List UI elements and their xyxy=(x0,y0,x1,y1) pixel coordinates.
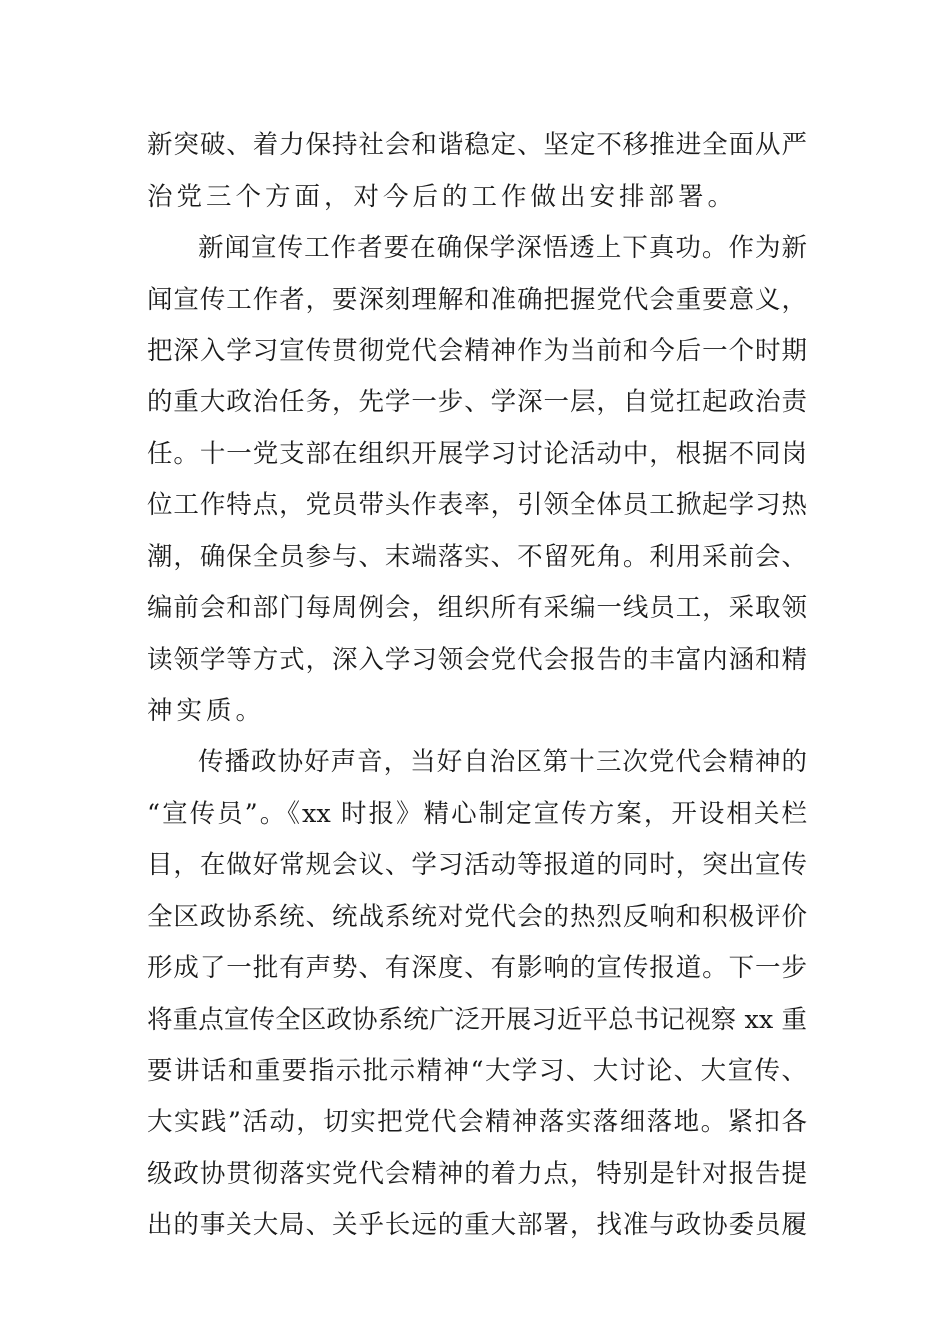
text-line: 治党三个方面，对今后的工作做出安排部署。 xyxy=(147,182,738,212)
text-line: 任。十一党支部在组织开展学习讨论活动中，根据不同岗 xyxy=(147,439,807,469)
text-line: 全区政协系统、统战系统对党代会的热烈反响和积极评价 xyxy=(147,902,807,932)
text-line: 出的事关大局、关乎长远的重大部署，找准与政协委员履 xyxy=(147,1210,807,1240)
text-line: 读领学等方式，深入学习领会党代会报告的丰富内涵和精 xyxy=(147,645,807,675)
text-line: 新突破、着力保持社会和谐稳定、坚定不移推进全面从严 xyxy=(147,130,807,160)
text-line: 级政协贯彻落实党代会精神的着力点，特别是针对报告提 xyxy=(147,1159,807,1189)
paragraph-first-line: 新闻宣传工作者要在确保学深悟透上下真功。作为新 xyxy=(198,233,807,263)
text-line: 闻宣传工作者，要深刻理解和准确把握党代会重要意义， xyxy=(147,285,807,315)
text-line: 大实践”活动，切实把党代会精神落实落细落地。紧扣各 xyxy=(147,1107,807,1137)
text-line: 要讲话和重要指示批示精神“大学习、大讨论、大宣传、 xyxy=(147,1056,807,1086)
text-line: 形成了一批有声势、有深度、有影响的宣传报道。下一步 xyxy=(147,953,807,983)
text-line: 将重点宣传全区政协系统广泛开展习近平总书记视察 xx 重 xyxy=(147,1005,807,1035)
text-line: “宣传员”。《xx 时报》精心制定宣传方案，开设相关栏 xyxy=(147,799,807,829)
text-line: 神实质。 xyxy=(147,696,266,726)
text-line: 目，在做好常规会议、学习活动等报道的同时，突出宣传 xyxy=(147,850,807,880)
text-line: 把深入学习宣传贯彻党代会精神作为当前和今后一个时期 xyxy=(147,336,807,366)
text-line: 潮，确保全员参与、末端落实、不留死角。利用采前会、 xyxy=(147,542,807,572)
text-line: 编前会和部门每周例会，组织所有采编一线员工，采取领 xyxy=(147,593,807,623)
text-line: 的重大政治任务，先学一步、学深一层，自觉扛起政治责 xyxy=(147,387,807,417)
paragraph-first-line: 传播政协好声音，当好自治区第十三次党代会精神的 xyxy=(198,747,807,777)
text-line: 位工作特点，党员带头作表率，引领全体员工掀起学习热 xyxy=(147,490,807,520)
